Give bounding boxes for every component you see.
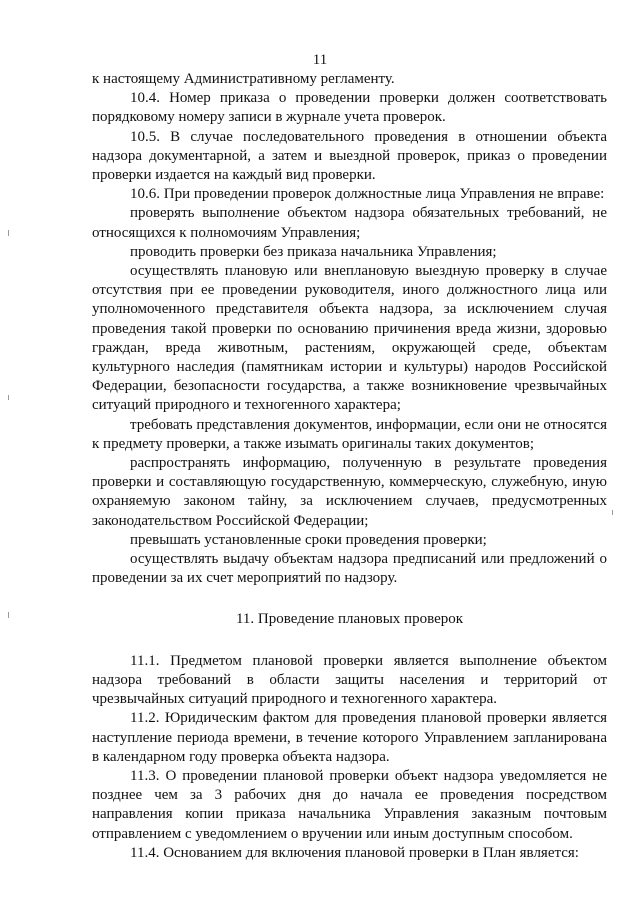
paragraph: 11.2. Юридическим фактом для проведения плановой проверки является наступление периода времени, в течение которого Управлением запланирована в календарном году проверка объекта надзора.: [92, 710, 607, 765]
paragraph: 11.4. Основанием для включения плановой проверки в План является:: [130, 844, 579, 861]
paragraph: осуществлять плановую или внеплановую выездную проверку в случае отсутствия при ее проведении руководителя, иного должностного лица или уполномоченного представителя объекта надзора, за исключением случая проведения такой проверки по основанию причинения вреда жизни, здоровью граждан, вреда животным, растениям, окружающей среде, объектам культурного наследия (памятникам истории и культуры) народов Российской Федерации, безопасности государства, а также возникновение чрезвычайных ситуаций природного и техногенного характера;: [92, 263, 607, 414]
paragraph: осуществлять выдачу объектам надзора предписаний или предложений о проведении за их счет мероприятий по надзору.: [92, 551, 607, 587]
scan-margin-mark: [8, 612, 9, 618]
paragraph: распространять информацию, полученную в результате проведения проверки и составляющую государственную, коммерческую, служебную, иную охраняемую законом тайну, за исключением случаев, предусмотренных законодательством Российской Федерации;: [92, 455, 607, 529]
paragraph: превышать установленные сроки проведения проверки;: [130, 531, 487, 548]
page-number: 11: [312, 52, 328, 68]
paragraph: 10.5. В случае последовательного проведения в отношении объекта надзора документарной, а затем и выездной проверок, приказ о проведении проверки издается на каждый вид проверки.: [92, 128, 607, 184]
paragraph: проверять выполнение объектом надзора обязательных требований, не относящихся к полномочиям Управления;: [92, 205, 607, 241]
paragraph: проводить проверки без приказа начальника Управления;: [130, 243, 497, 260]
paragraph: требовать представления документов, информации, если они не относятся к предмету проверки, а также изымать оригиналы таких документов;: [92, 416, 607, 452]
scan-margin-mark: [8, 395, 9, 400]
scan-margin-mark: [612, 510, 613, 515]
section-heading: 11. Проведение плановых проверок: [235, 611, 464, 628]
paragraph: к настоящему Административному регламенту.: [92, 71, 395, 87]
paragraph: 10.6. При проведении проверок должностные лица Управления не вправе:: [130, 186, 605, 203]
paragraph: 11.1. Предметом плановой проверки является выполнение объектом надзора требований в области защиты населения и территорий от чрезвычайных ситуаций природного и техногенного характера.: [92, 652, 607, 708]
document-body: [92, 70, 607, 863]
paragraph: 10.4. Номер приказа о проведении проверки должен соответствовать порядковому номеру записи в журнале учета проверок.: [92, 90, 607, 126]
paragraph: 11.3. О проведении плановой проверки объект надзора уведомляется не позднее чем за 3 рабочих дня до начала ее проведения посредством направления копии приказа начальника Управления заказным почтовым отправлением с уведомлением о вручении или иным доступным способом.: [92, 767, 607, 842]
scan-margin-mark: [8, 230, 9, 236]
